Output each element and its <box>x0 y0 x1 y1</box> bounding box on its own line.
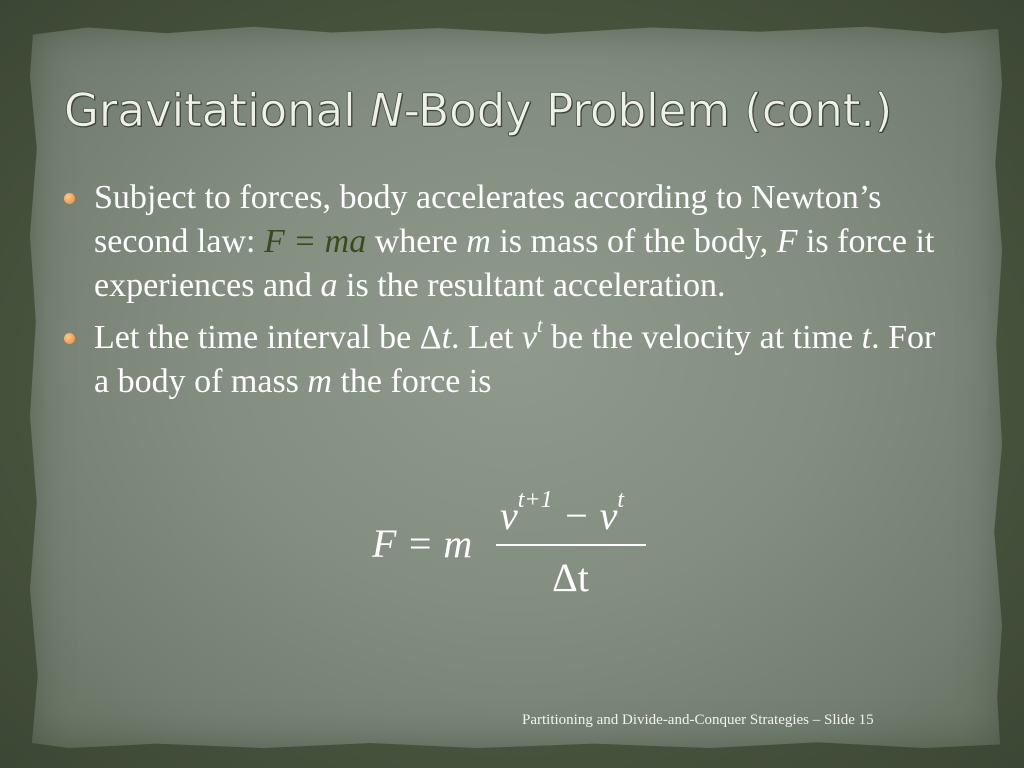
title-variable: N <box>369 84 404 137</box>
force-formula <box>372 486 672 602</box>
variable-f: F <box>776 223 798 260</box>
variable-t: t <box>861 319 872 356</box>
title-text-suffix: -Body Problem (cont.) <box>403 84 893 137</box>
variable-t: t <box>441 319 452 356</box>
formula-numerator <box>500 486 625 539</box>
bullet-list <box>62 176 942 412</box>
slide-footer: Partitioning and Divide-and-Conquer Strategies – Slide 15 <box>522 712 874 728</box>
highlighted-equation: F = ma <box>263 223 367 260</box>
bullet-text: is mass of the body, <box>490 223 777 260</box>
bullet-dot-icon <box>64 193 75 204</box>
bullet-text: . For a body of mass <box>94 319 936 400</box>
variable-m: m <box>307 363 332 400</box>
slide-title <box>64 84 964 137</box>
bullet-text: be the velocity at time <box>542 319 862 356</box>
formula-lhs: F = m <box>372 521 473 566</box>
bullet-text: Subject to forces, body accelerates according to Newton’s second law: <box>94 179 882 260</box>
bullet-item-time-interval <box>62 316 942 404</box>
numerator-v: v <box>500 493 518 538</box>
bullet-text: the force is <box>331 363 492 400</box>
formula-denominator: Δt <box>552 555 589 600</box>
bullet-dot-icon <box>64 333 75 344</box>
superscript-t: t <box>536 314 543 337</box>
bullet-text: Let the time interval be Δ <box>94 319 442 356</box>
fraction-bar <box>496 544 646 546</box>
numerator-superscript: t+1 <box>517 486 553 513</box>
title-text: Gravitational <box>64 84 370 137</box>
bullet-text: . Let <box>451 319 522 356</box>
bullet-item-newton <box>62 176 942 308</box>
variable-a: a <box>320 267 338 304</box>
variable-v: v <box>521 319 537 356</box>
bullet-text: is force it experiences and <box>94 223 935 304</box>
variable-m: m <box>466 223 491 260</box>
numerator-minus-v: − v <box>552 493 618 538</box>
numerator-superscript-t: t <box>617 486 625 513</box>
bullet-text: is the resultant acceleration. <box>337 267 726 304</box>
bullet-text: where <box>366 223 467 260</box>
